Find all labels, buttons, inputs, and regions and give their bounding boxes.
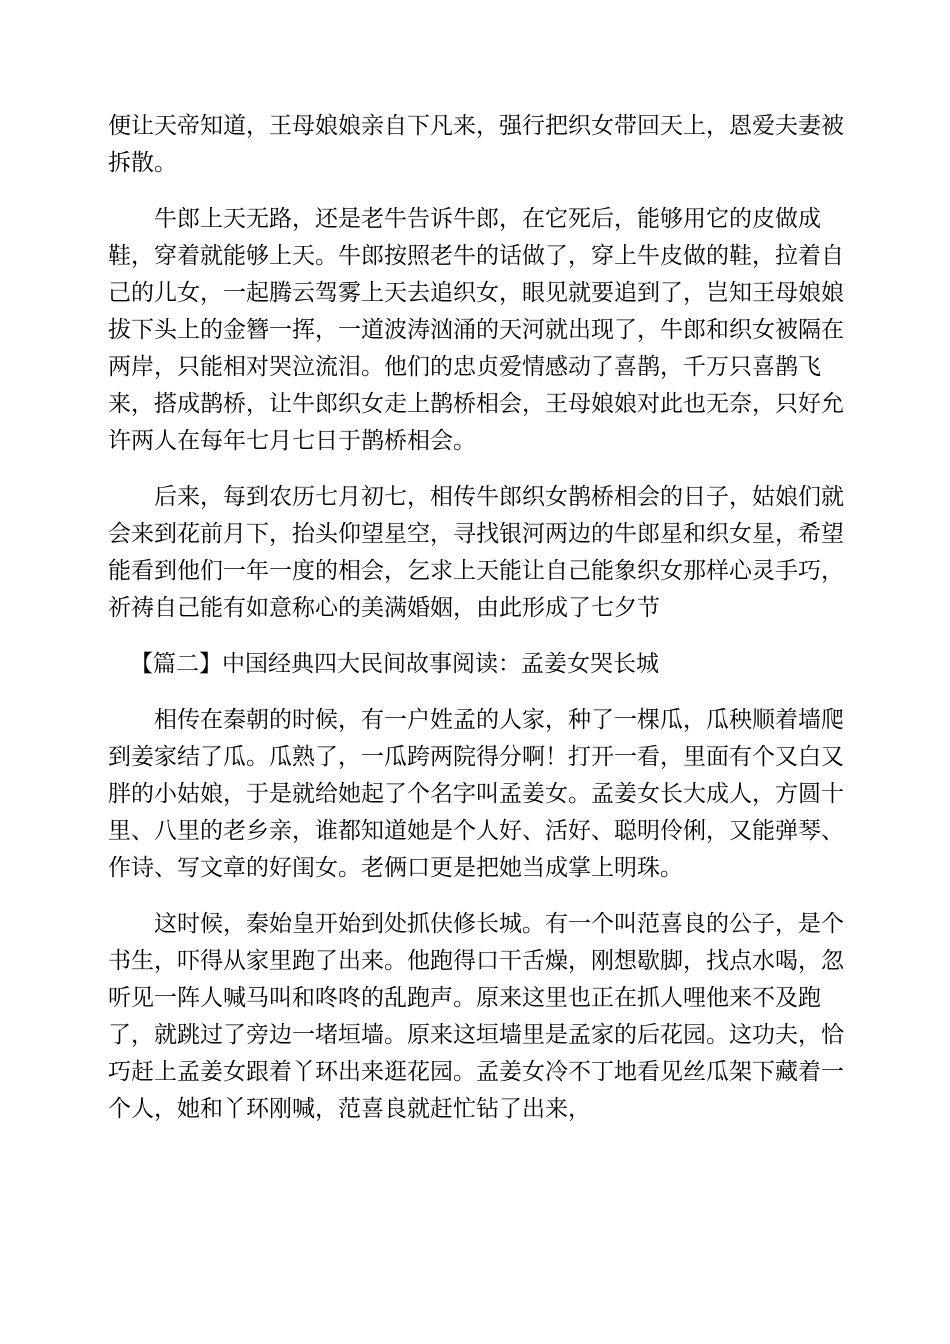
paragraph-continuation: 便让天帝知道，王母娘娘亲自下凡来，强行把织女带回天上，恩爱夫妻被拆散。 (108, 113, 844, 176)
document-body (108, 108, 850, 1147)
paragraph-fan-xiliang-escape: 这时候，秦始皇开始到处抓伕修长城。有一个叫范喜良的公子，是个书生，吓得从家里跑了出来。他跑得口干舌燥，刚想歇脚，找点水喝，忽听见一阵人喊马叫和咚咚的乱跑声。原来这里也正在抓人哩他来不及跑了，就跳过了旁边一堵垣墙。原来这垣墙里是孟家的后花园。这功夫，恰巧赶上孟姜女跟着丫环出来逛花园。孟姜女冷不丁地看见丝瓜架下藏着一个人，她和丫环刚喊，范喜良就赶忙钻了出来， (108, 911, 844, 1122)
paragraph-qixi-origin: 后来，每到农历七月初七，相传牛郎织女鹊桥相会的日子，姑娘们就会来到花前月下，抬头仰望星空，寻找银河两边的牛郎星和织女星，希望能看到他们一年一度的相会，乞求上天能让自己能象织女那样心灵手巧，祈祷自己能有如意称心的美满婚姻，由此形成了七夕节 (108, 484, 844, 621)
paragraph-mengjiangnu-birth: 相传在秦朝的时候，有一户姓孟的人家，种了一棵瓜，瓜秧顺着墙爬到姜家结了瓜。瓜熟了，一瓜跨两院得分啊！打开一看，里面有个又白又胖的小姑娘，于是就给她起了个名字叫孟姜女。孟姜女长大成人，方圆十里、八里的老乡亲，谁都知道她是个人好、活好、聪明伶俐，又能弹琴、作诗、写文章的好闺女。老俩口更是把她当成掌上明珠。 (108, 707, 844, 881)
section-heading-part-two: 【篇二】中国经典四大民间故事阅读：孟姜女哭长城 (130, 651, 659, 677)
paragraph-niulang-ascends: 牛郎上天无路，还是老牛告诉牛郎，在它死后，能够用它的皮做成鞋，穿着就能够上天。牛郎按照老牛的话做了，穿上牛皮做的鞋，拉着自己的儿女，一起腾云驾雾上天去追织女，眼见就要追到了，岂知王母娘娘拔下头上的金簪一挥，一道波涛汹涌的天河就出现了，牛郎和织女被隔在两岸，只能相对哭泣流泪。他们的忠贞爱情感动了喜鹊，千万只喜鹊飞来，搭成鹊桥，让牛郎织女走上鹊桥相会，王母娘娘对此也无奈，只好允许两人在每年七月七日于鹊桥相会。 (108, 206, 844, 454)
